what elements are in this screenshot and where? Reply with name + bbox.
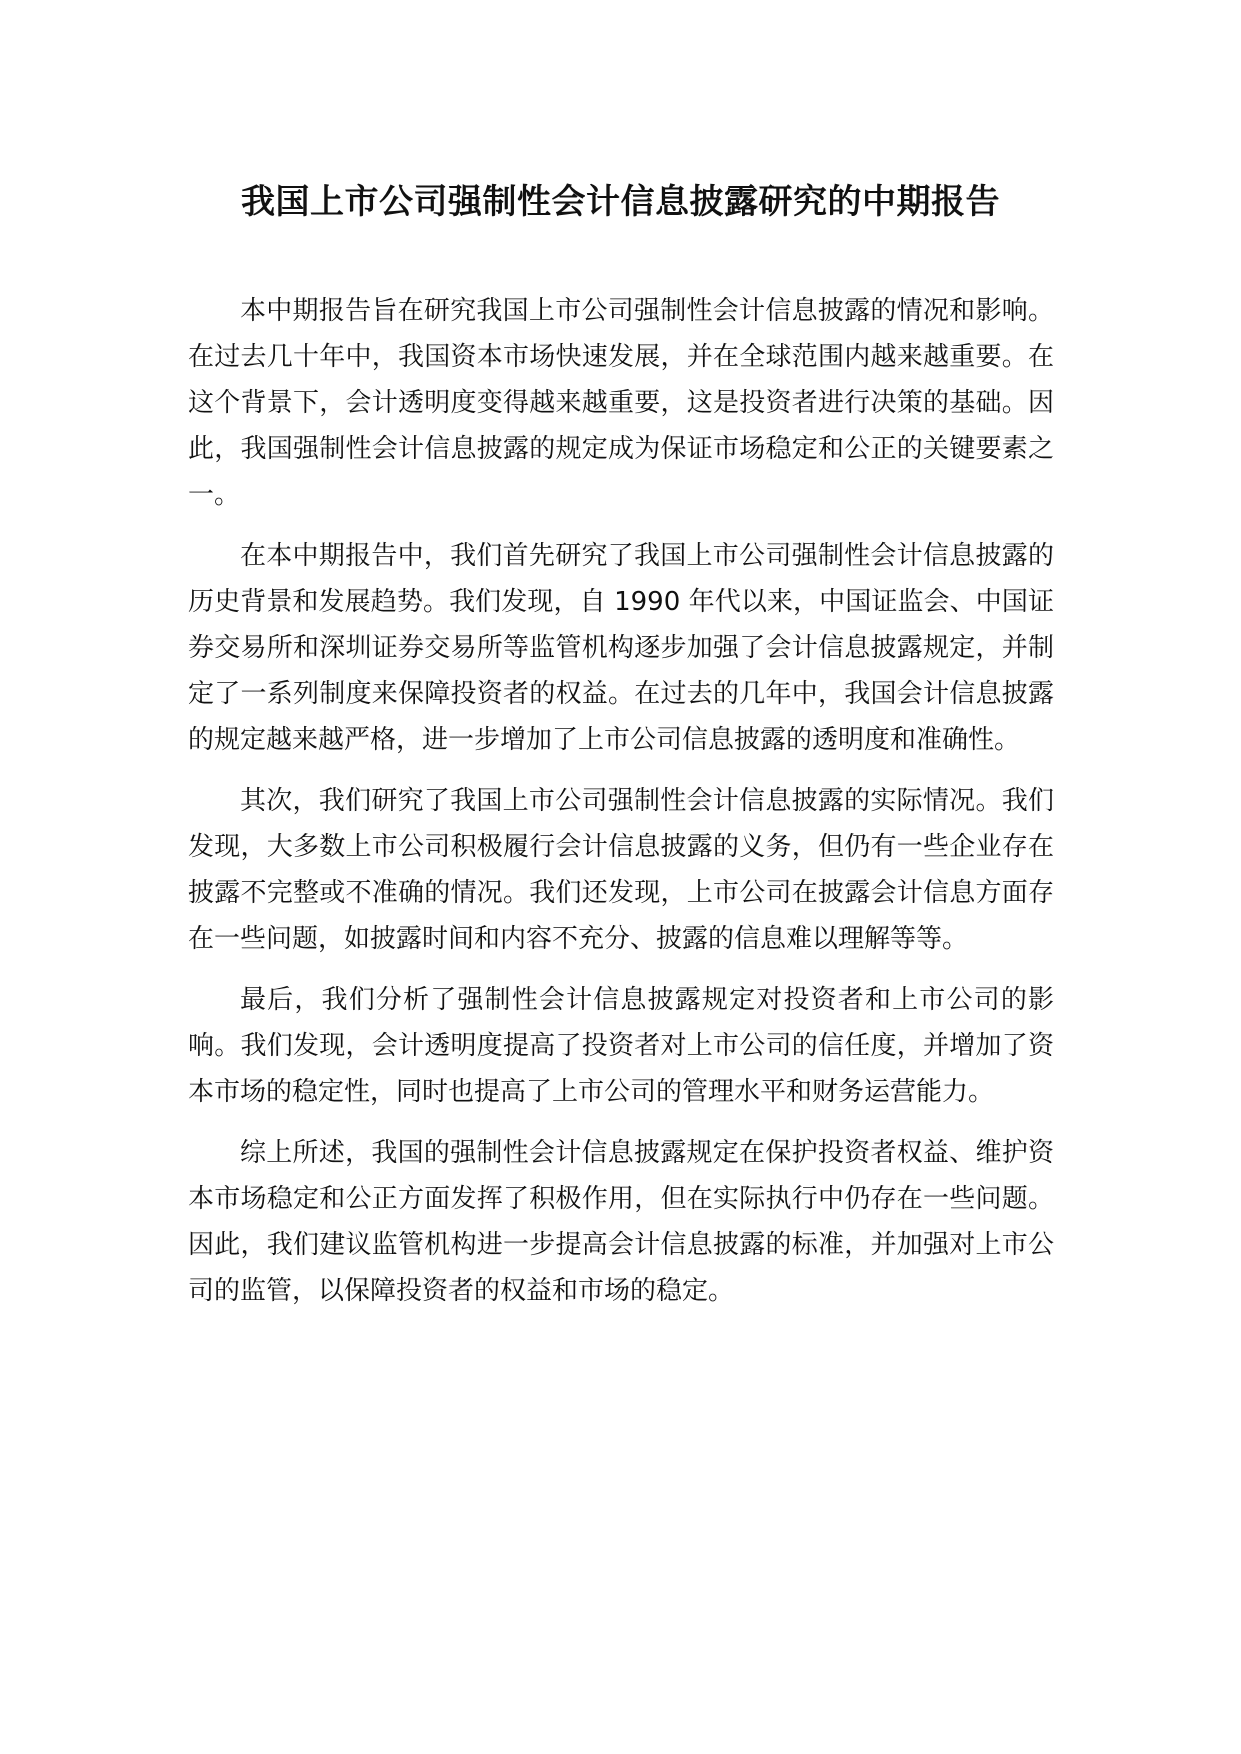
paragraph-1: 本中期报告旨在研究我国上市公司强制性会计信息披露的情况和影响。在过去几十年中，我国资本市场快速发展，并在全球范围内越来越重要。在这个背景下，会计透明度变得越来越重要，这是投资者进行决策的基础。因此，我国强制性会计信息披露的规定成为保证市场稳定和公正的关键要素之一。 <box>188 296 1054 510</box>
paragraph-5: 综上所述，我国的强制性会计信息披露规定在保护投资者权益、维护资本市场稳定和公正方面发挥了积极作用，但在实际执行中仍存在一些问题。因此，我们建议监管机构进一步提高会计信息披露的标准，并加强对上市公司的监管，以保障投资者的权益和市场的稳定。 <box>188 1138 1054 1306</box>
paragraph-3: 其次，我们研究了我国上市公司强制性会计信息披露的实际情况。我们发现，大多数上市公司积极履行会计信息披露的义务，但仍有一些企业存在披露不完整或不准确的情况。我们还发现，上市公司在披露会计信息方面存在一些问题，如披露时间和内容不充分、披露的信息难以理解等等。 <box>188 786 1054 954</box>
paragraph-2: 在本中期报告中，我们首先研究了我国上市公司强制性会计信息披露的历史背景和发展趋势。我们发现，自 1990 年代以来，中国证监会、中国证券交易所和深圳证券交易所等监管机构逐步加强了会计信息披露规定，并制定了一系列制度来保障投资者的权益。在过去的几年中，我国会计信息披露的规定越来越严格，进一步增加了上市公司信息披露的透明度和准确性。 <box>188 541 1054 755</box>
document-title: 我国上市公司强制性会计信息披露研究的中期报告 <box>241 182 1000 222</box>
paragraph-4: 最后，我们分析了强制性会计信息披露规定对投资者和上市公司的影响。我们发现，会计透明度提高了投资者对上市公司的信任度，并增加了资本市场的稳定性，同时也提高了上市公司的管理水平和财务运营能力。 <box>188 985 1054 1107</box>
document-body <box>188 288 1054 1329</box>
